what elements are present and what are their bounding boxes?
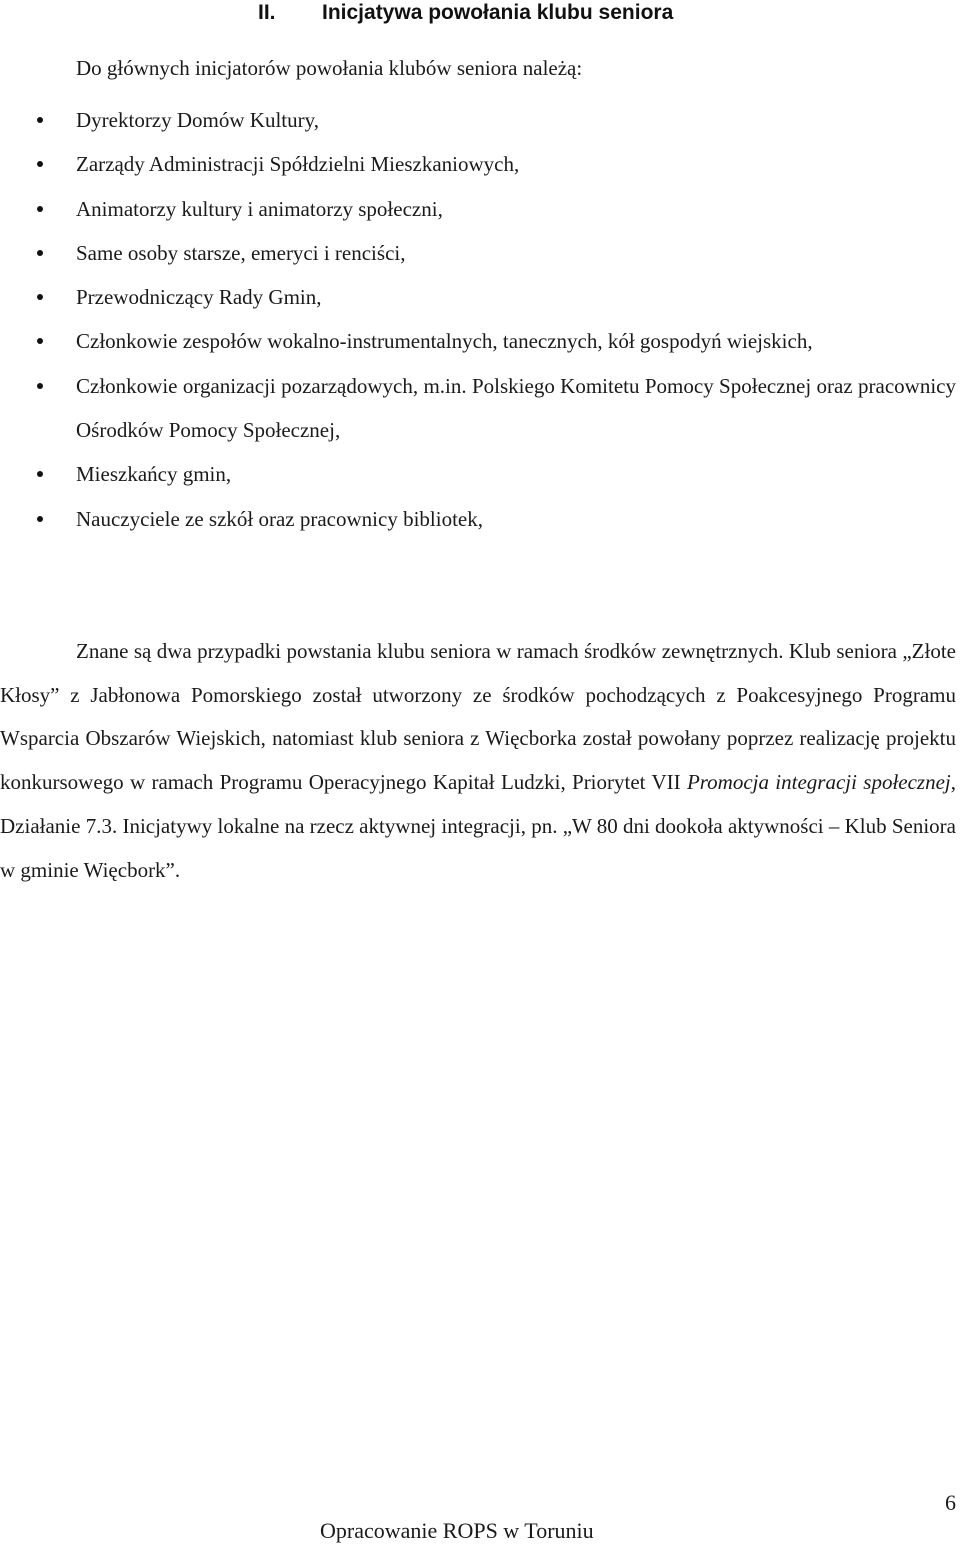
bullet-icon xyxy=(37,383,43,389)
list-item: Przewodniczący Rady Gmin, xyxy=(0,275,960,319)
list-item: Dyrektorzy Domów Kultury, xyxy=(0,98,960,142)
bullet-icon xyxy=(37,117,43,123)
bullet-icon xyxy=(37,206,43,212)
bullet-icon xyxy=(37,471,43,477)
list-item: Same osoby starsze, emeryci i renciści, xyxy=(0,231,960,275)
list-item: Nauczyciele ze szkół oraz pracownicy bibliotek, xyxy=(0,497,960,541)
page-number: 6 xyxy=(945,1490,956,1515)
list-item: Mieszkańcy gmin, xyxy=(0,452,960,496)
bullet-icon xyxy=(37,161,43,167)
list-item: Animatorzy kultury i animatorzy społeczni, xyxy=(0,187,960,231)
bullet-icon xyxy=(37,250,43,256)
section-title: Inicjatywa powołania klubu seniora xyxy=(322,1,674,24)
list-item: Zarządy Administracji Spółdzielni Mieszkaniowych, xyxy=(0,142,960,186)
bullet-icon xyxy=(37,294,43,300)
body-paragraph xyxy=(0,630,956,892)
paragraph-italic-text: Promocja integracji społecznej xyxy=(686,770,951,795)
section-number: II. xyxy=(258,1,276,24)
page-footer: Opracowanie ROPS w Toruniu xyxy=(320,1518,594,1543)
initiators-list xyxy=(0,98,960,541)
intro-text: Do głównych inicjatorów powołania klubów seniora należą: xyxy=(76,56,583,80)
list-item: Członkowie organizacji pozarządowych, m.in. Polskiego Komitetu Pomocy Społecznej oraz pracownicy Ośrodków Pomocy Społecznej, xyxy=(0,364,960,453)
bullet-icon xyxy=(37,516,43,522)
paragraph-text-start: Znane są dwa przypadki powstania klubu seniora w ramach środków zewnętrznych. Klub seniora „Złote Kłosy” z Jabłonowa Pomorskiego został utworzony ze środków pochodzących z Poakcesyjnego Programu Wsparcia Obszarów Wiejskich, natomiast klub seniora z Więcborka został powołany poprzez realizację projektu konkursowego w ramach Programu Operacyjnego Kapitał Ludzki, Priorytet VII xyxy=(0,639,956,795)
list-item: Członkowie zespołów wokalno-instrumentalnych, tanecznych, kół gospodyń wiejskich, xyxy=(0,319,960,363)
paragraph-text-end: , Działanie 7.3. Inicjatywy lokalne na rzecz aktywnej integracji, pn. „W 80 dni dookoła aktywności – Klub Seniora w gminie Więcbork”. xyxy=(0,770,957,882)
section-heading xyxy=(258,0,673,26)
bullet-icon xyxy=(37,338,43,344)
